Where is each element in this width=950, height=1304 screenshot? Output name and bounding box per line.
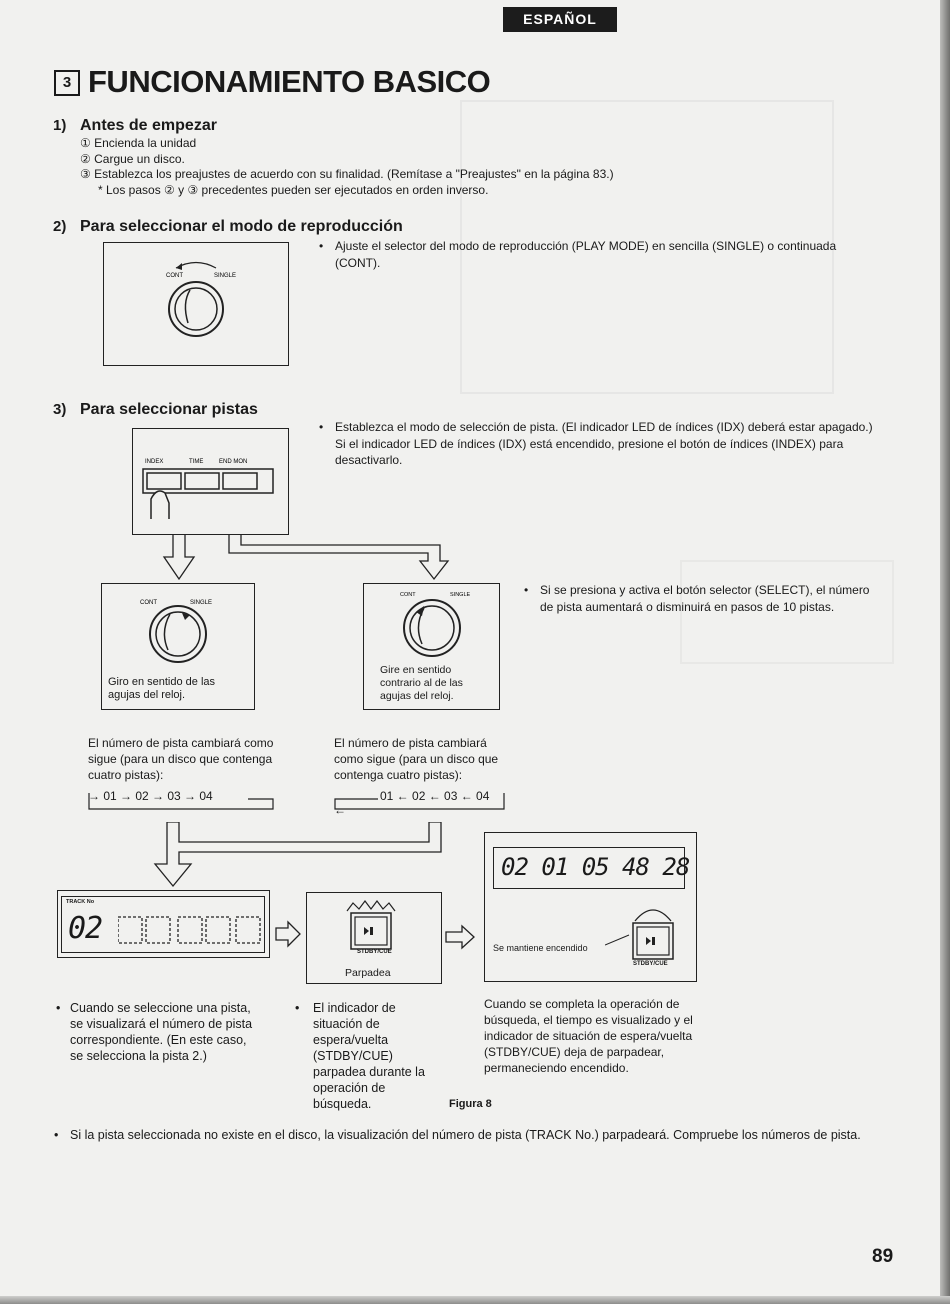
svg-text:SINGLE: SINGLE bbox=[190, 600, 213, 606]
stdby-label-lit: STDBY/CUE bbox=[633, 961, 668, 967]
step2-number: 2) bbox=[53, 218, 67, 235]
step1-item-3: ③ Establezca los preajustes de acuerdo con su finalidad. (Remítase a "Preajustes" en la página 83.) bbox=[80, 167, 614, 181]
svg-text:CONT: CONT bbox=[400, 592, 416, 598]
step1-number: 1) bbox=[53, 117, 67, 134]
page-right-edge bbox=[940, 0, 950, 1304]
ccw-sequence: 01 ← 02 ← 03 ← 04 ← bbox=[334, 789, 504, 811]
cw-dial-icon bbox=[102, 584, 254, 664]
step2-heading: Para seleccionar el modo de reproducción bbox=[80, 218, 403, 235]
figure-label: Figura 8 bbox=[449, 1098, 492, 1110]
caption-left: • Cuando se seleccione una pista, se visualizará el número de pista correspondiente. (En este caso, se selecciona la pista 2.) bbox=[56, 1001, 253, 1063]
ccw-change-text: El número de pista cambiará como sigue (para un disco que contenga cuatro pistas): bbox=[334, 736, 499, 782]
step3-heading: Para seleccionar pistas bbox=[80, 401, 258, 418]
track-number-value: 02 bbox=[68, 911, 103, 946]
full-lcd-figure bbox=[484, 832, 697, 982]
step1-item-1: ① Encienda la unidad bbox=[80, 136, 197, 150]
select-text: • Si se presiona y activa el botón selector (SELECT), el número de pista aumentará o disminuirá en pasos de 10 pistas. bbox=[524, 583, 870, 614]
cw-dial-figure bbox=[101, 583, 255, 710]
ccw-dial-icon bbox=[364, 584, 499, 664]
step1-list bbox=[80, 136, 740, 198]
ccw-dial-caption: Gire en sentido contrario al de las agujas del reloj. bbox=[380, 664, 463, 702]
index-buttons-figure bbox=[132, 428, 289, 535]
step2-text: • Ajuste el selector del modo de reproducción (PLAY MODE) en sencilla (SINGLE) o continuada (CONT). bbox=[335, 238, 875, 271]
page-bottom-edge bbox=[0, 1296, 950, 1304]
cw-sequence: → 01 → 02 → 03 → 04 bbox=[88, 789, 274, 811]
lit-label: Se mantiene encendido bbox=[493, 943, 588, 953]
caption-right: Cuando se completa la operación de búsqueda, el tiempo es visualizado y el indicador de situación de espera/vuelta (STDBY/CUE) deja de parpadear, permaneciendo encendido. bbox=[484, 997, 693, 1075]
flow-arrows-bottom bbox=[145, 822, 445, 892]
track-lcd-display bbox=[57, 890, 270, 958]
step1-item-2: ② Cargue un disco. bbox=[80, 151, 185, 166]
caption-mid: • El indicador de situación de espera/vuelta (STDBY/CUE) parpadea durante la operación de búsqueda. bbox=[295, 1001, 425, 1111]
stdby-label-blink: STDBY/CUE bbox=[357, 949, 392, 955]
full-lcd-value: 02 01 05 48 28 bbox=[501, 853, 690, 881]
step2-dial-figure bbox=[103, 242, 289, 366]
svg-text:CONT: CONT bbox=[166, 273, 183, 279]
track-no-label: TRACK No bbox=[66, 899, 95, 905]
page-number: 89 bbox=[872, 1246, 894, 1267]
step3-text: • Establezca el modo de selección de pista. (El indicador LED de índices (IDX) deberá estar apagado.) Si el indicador LED de índices (IDX) está encendido, presione el botón de índices (INDEX) para desactivarlo. bbox=[335, 419, 875, 469]
step1-note: * Los pasos ② y ③ precedentes pueden ser ejecutados en orden inverso. bbox=[98, 182, 489, 197]
language-tab: ESPAÑOL bbox=[503, 7, 617, 32]
svg-text:SINGLE: SINGLE bbox=[450, 592, 471, 598]
blank-digits-icon bbox=[118, 915, 263, 947]
play-mode-dial-icon bbox=[104, 243, 288, 365]
svg-text:INDEX: INDEX bbox=[145, 459, 164, 465]
svg-text:CONT: CONT bbox=[140, 600, 157, 606]
svg-text:END MON: END MON bbox=[219, 459, 248, 465]
cw-dial-caption: Giro en sentido de las agujas del reloj. bbox=[108, 676, 216, 701]
blink-label: Parpadea bbox=[345, 967, 391, 979]
arrow-right-icon bbox=[274, 920, 304, 948]
page-title: FUNCIONAMIENTO BASICO bbox=[88, 64, 491, 99]
ccw-dial-figure bbox=[363, 583, 500, 710]
svg-text:TIME: TIME bbox=[189, 459, 204, 465]
flow-arrows-top bbox=[150, 535, 460, 585]
footer-note: • Si la pista seleccionada no existe en el disco, la visualización del número de pista (TRACK No.) parpadeará. Compruebe los números de pista. bbox=[54, 1128, 861, 1142]
step3-number: 3) bbox=[53, 401, 67, 418]
stdby-blink-figure bbox=[306, 892, 442, 984]
index-button-panel-icon bbox=[133, 429, 288, 534]
cw-change-text: El número de pista cambiará como sigue (para un disco que contenga cuatro pistas): bbox=[88, 736, 274, 782]
arrow-right-icon-2 bbox=[444, 924, 478, 950]
step1-heading: Antes de empezar bbox=[80, 117, 217, 134]
section-number: 3 bbox=[54, 70, 80, 96]
svg-text:SINGLE: SINGLE bbox=[214, 273, 237, 279]
